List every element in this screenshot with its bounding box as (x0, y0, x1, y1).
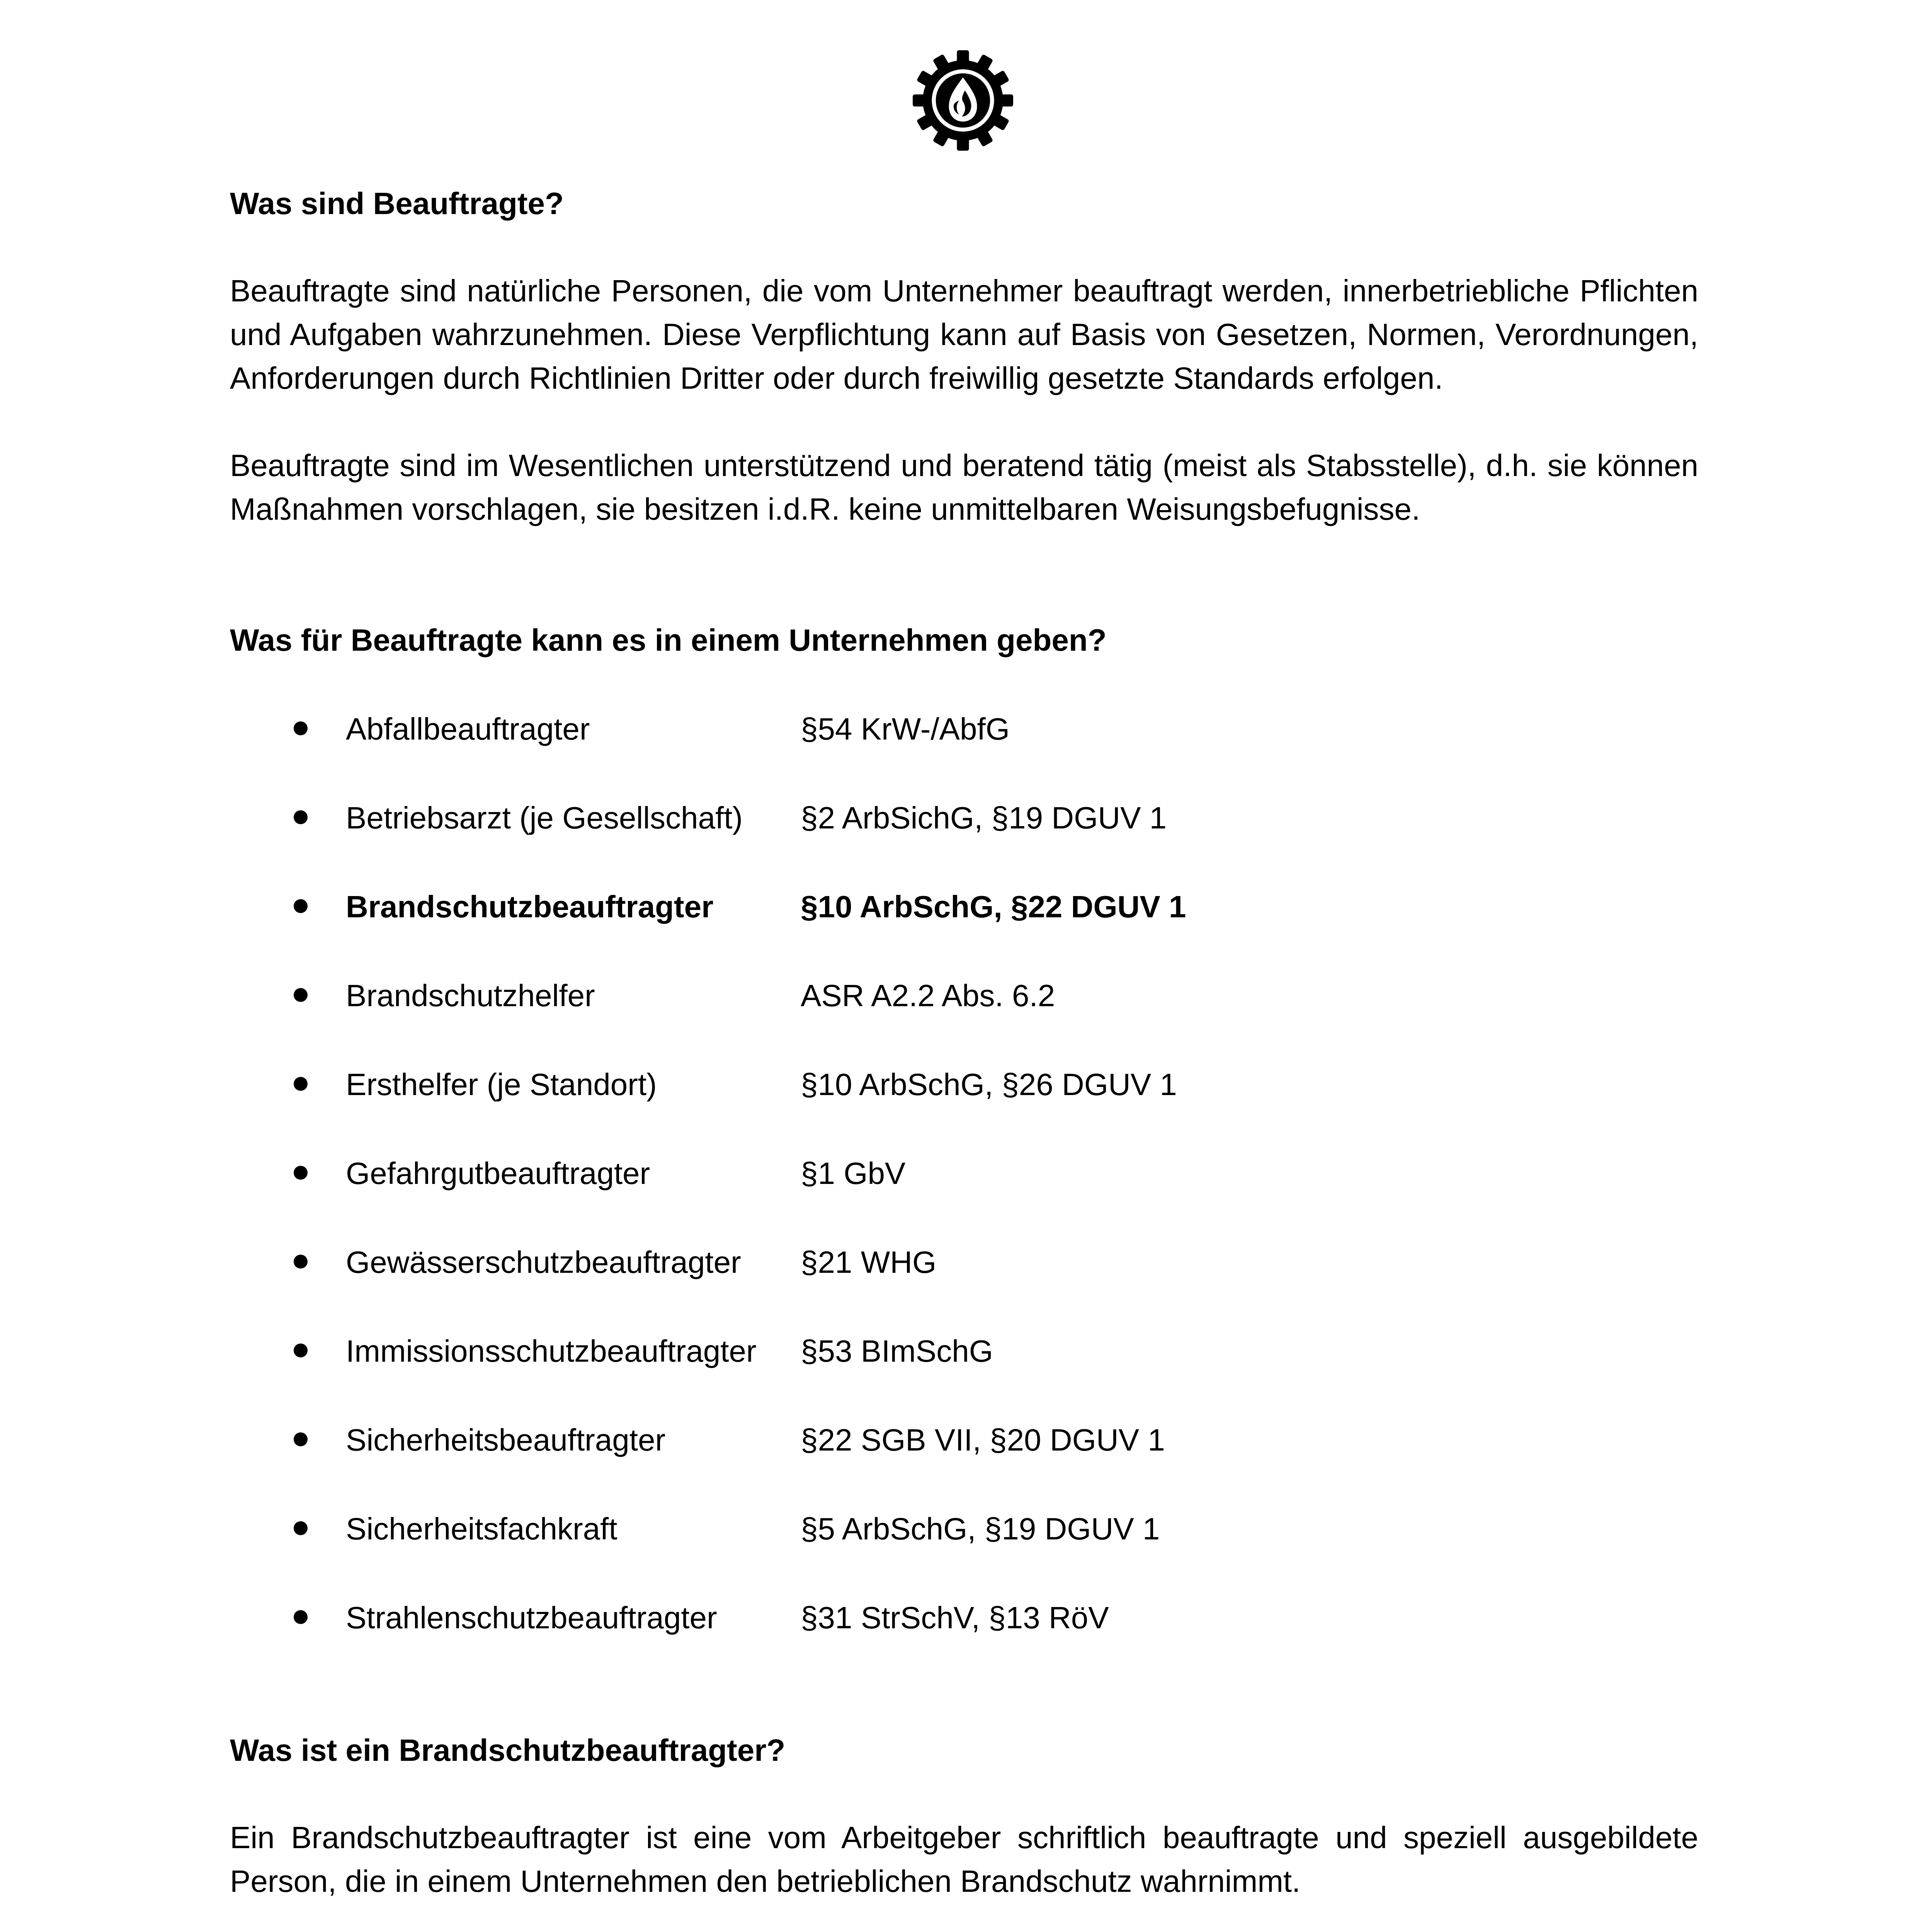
item-name: Immissionsschutzbeauftragter (346, 1334, 757, 1368)
item-name: Abfallbeauftragter (346, 712, 590, 746)
bullet-icon (294, 810, 308, 824)
bullet-icon (294, 988, 308, 1002)
section-beauftragte (230, 182, 1698, 531)
bullet-icon (294, 1344, 308, 1357)
list-item (230, 1151, 1698, 1195)
item-name: Gewässerschutzbeauftragter (346, 1245, 741, 1279)
item-name: Ersthelfer (je Standort) (346, 1067, 657, 1102)
item-law: §22 SGB VII, §20 DGUV 1 (801, 1423, 1165, 1457)
paragraph: Beauftragte sind natürliche Personen, die vom Unternehmer beauftragt werden, innerbetriebliche Pflichten und Aufgaben wahrzunehmen. Diese Verpflichtung kann auf Basis von Gesetzen, Normen, Verordnungen, Anforderungen durch Richtlinien Dritter oder durch freiwillig gesetzte Standards erfolgen. (230, 274, 1698, 395)
fire-drop-gear-logo-icon (913, 50, 1013, 151)
page-content (230, 182, 1698, 1932)
item-name: Sicherheitsfachkraft (346, 1512, 617, 1546)
item-name: Gefahrgutbeauftragter (346, 1156, 650, 1190)
item-law: §1 GbV (801, 1156, 906, 1190)
item-law: §53 BImSchG (801, 1334, 993, 1368)
list-item (230, 1063, 1698, 1106)
paragraph: Beauftragte sind im Wesentlichen unterstützend und beratend tätig (meist als Stabsstelle), d.h. sie können Maßnahmen vorschlagen, sie besitzen i.d.R. keine unmittelbaren Weisungsbefugnisse. (230, 448, 1698, 526)
bullet-icon (294, 1610, 308, 1624)
item-name: Brandschutzhelfer (346, 978, 595, 1013)
list-item (230, 1596, 1698, 1639)
list-item (230, 974, 1698, 1017)
section-heading: Was sind Beauftragte? (230, 186, 564, 221)
item-name: Sicherheitsbeauftragter (346, 1423, 666, 1457)
item-law: §10 ArbSchG, §22 DGUV 1 (801, 889, 1186, 924)
list-item (230, 796, 1698, 840)
paragraph: Ein Brandschutzbeauftragter ist eine vom Arbeitgeber schriftlich beauftragte und speziell ausgebildete Person, die in einem Unternehmen den betrieblichen Brandschutz wahrnimmt. (230, 1820, 1698, 1898)
bullet-icon (294, 1521, 308, 1535)
section-heading: Was ist ein Brandschutzbeauftragter? (230, 1733, 786, 1767)
bullet-icon (294, 1077, 308, 1091)
beauftragte-list (230, 707, 1698, 1639)
item-name: Betriebsarzt (je Gesellschaft) (346, 801, 743, 835)
item-law: §31 StrSchV, §13 RöV (801, 1600, 1109, 1635)
list-item (230, 1329, 1698, 1373)
item-name: Brandschutzbeauftragter (346, 889, 714, 924)
section-beauftragte-liste (230, 618, 1698, 1639)
section-brandschutzbeauftragter (230, 1728, 1698, 1932)
item-law: §54 KrW-/AbfG (801, 712, 1010, 746)
item-law: §2 ArbSichG, §19 DGUV 1 (801, 801, 1167, 835)
item-name: Strahlenschutzbeauftragter (346, 1600, 717, 1635)
bullet-icon (294, 899, 308, 913)
bullet-icon (294, 721, 308, 735)
list-item (230, 1507, 1698, 1551)
list-item (230, 885, 1698, 929)
list-item (230, 1240, 1698, 1284)
bullet-icon (294, 1255, 308, 1269)
item-law: §5 ArbSchG, §19 DGUV 1 (801, 1512, 1160, 1546)
list-item (230, 707, 1698, 751)
list-item (230, 1418, 1698, 1462)
section-heading: Was für Beauftragte kann es in einem Unternehmen geben? (230, 623, 1107, 657)
bullet-icon (294, 1432, 308, 1446)
item-law: §21 WHG (801, 1245, 937, 1279)
bullet-icon (294, 1166, 308, 1180)
item-law: §10 ArbSchG, §26 DGUV 1 (801, 1067, 1177, 1102)
item-law: ASR A2.2 Abs. 6.2 (801, 978, 1055, 1013)
